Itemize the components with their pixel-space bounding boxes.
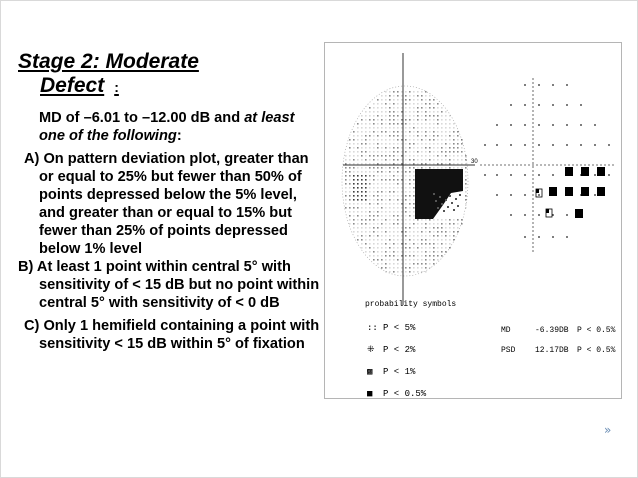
criterion-c: C) Only 1 hemifield containing a point with sensitivity < 15 dB within 5° of fixation (24, 318, 320, 352)
slide-title-line2 (40, 74, 323, 99)
criterion-a: A) On pattern deviation plot, greater than or equal to 25% but fewer than 50% of points depressed below the 5% level, and greater than or equal to 15% but fewer than 25% of points depressed below 1% level (24, 151, 309, 257)
md-criterion (18, 109, 323, 145)
slide-title-defect: Defect (40, 74, 105, 97)
visual-field-printout (324, 42, 622, 399)
md-lead: MD of –6.01 to –12.00 dB and (39, 110, 245, 126)
axis-value-label: 30 (471, 159, 478, 165)
legend-symbol-2: ▩ (367, 367, 373, 377)
legend-symbol-3: ■ (367, 389, 373, 398)
legend-label-1: P < 2% (383, 345, 416, 355)
index-p-0: P < 0.5% (577, 326, 616, 335)
chevron-right-icon[interactable]: » (604, 423, 612, 437)
defect-region (415, 169, 463, 219)
index-label-1: PSD (501, 346, 516, 355)
pattern-deviation-plot (480, 78, 615, 253)
title-colon: : (114, 79, 119, 95)
legend-symbol-0: :: (367, 323, 378, 333)
slide-title-line1: Stage 2: Moderate (18, 50, 199, 73)
index-p-1: P < 0.5% (577, 346, 616, 355)
probability-legend (367, 323, 427, 398)
index-value-1: 12.17DB (535, 346, 569, 355)
legend-symbol-1: ⁜ (367, 345, 375, 355)
global-indices (501, 326, 616, 355)
md-italic: at least one of the following (39, 110, 295, 144)
criterion-b: B) At least 1 point within central 5° with sensitivity of < 15 dB but no point within central 5° with sensitivity of < 0 dB (18, 259, 320, 311)
visual-field-plots (325, 43, 621, 398)
md-tail: : (176, 128, 182, 144)
legend-label-0: P < 5% (383, 323, 416, 333)
grayscale-plot (342, 53, 478, 305)
index-label-0: MD (501, 326, 511, 335)
index-value-0: -6.39DB (535, 326, 569, 335)
slide-text (18, 50, 323, 353)
legend-label-3: P < 0.5% (383, 389, 427, 398)
legend-label-2: P < 1% (383, 367, 416, 377)
legend-title: probability symbols (365, 300, 457, 309)
